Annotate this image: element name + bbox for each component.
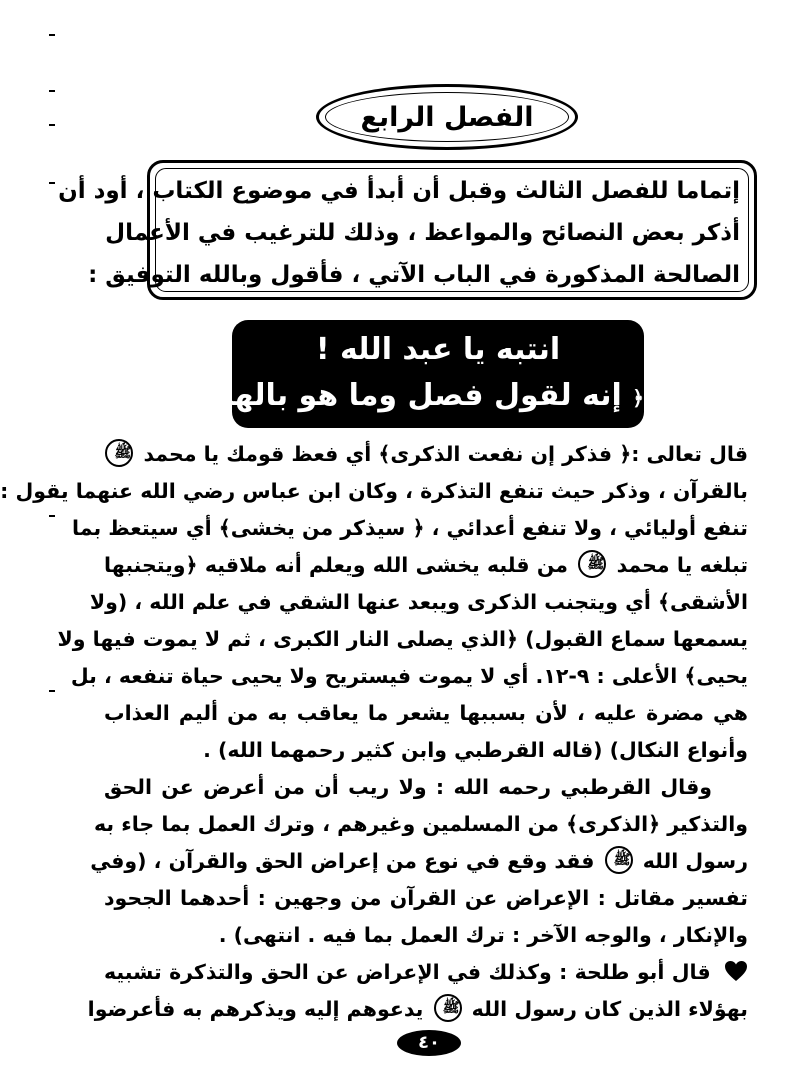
body-line: بالقرآن ، وذكر حيث تنفع التذكرة ، وكان ابن عباس رضي الله عنهما يقول : xyxy=(0,479,748,503)
body-line-text: قال تعالى :﴿ فذكر إن نفعت الذكرى﴾ أي فعظ قومك يا محمد xyxy=(143,442,748,466)
ornament-left-icon: ﴾ xyxy=(167,386,180,410)
pbuh-seal-icon xyxy=(434,994,462,1022)
body-line: وقال القرطبي رحمه الله : ولا ريب أن من أعرض عن الحق xyxy=(104,775,712,799)
intro-line: أذكر بعض النصائح والمواعظ ، وذلك للترغيب في الأعمال xyxy=(105,220,740,246)
intro-box xyxy=(58,160,757,300)
body-line xyxy=(104,954,748,990)
body-line-text: قال أبو طلحة : وكذلك في الإعراض عن الحق والتذكرة تشبيه xyxy=(104,960,711,984)
edge-mark xyxy=(49,34,55,36)
body-line: يسمعها سماع القبول) ﴿الذي يصلى النار الكبرى ، ثم لا يموت فيها ولا xyxy=(57,627,748,651)
edge-mark xyxy=(49,182,55,184)
edge-mark xyxy=(49,124,55,126)
body-line: وأنواع النكال) (قاله القرطبي وابن كثير رحمهما الله) . xyxy=(203,738,748,762)
body-line: والتذكير ﴿الذكرى﴾ من المسلمين وغيرهم ، وترك العمل بما جاء به xyxy=(93,812,748,836)
edge-mark xyxy=(49,90,55,92)
body-line-text: تبلغه يا محمد xyxy=(616,553,749,577)
pbuh-seal-icon xyxy=(105,439,133,467)
intro-line: إتماما للفصل الثالث وقبل أن أبدأ في موضوع الكتاب ، أود أن xyxy=(58,178,740,204)
body-line-text: بهؤلاء الذين كان رسول الله xyxy=(471,997,748,1021)
body-line-text: فقد وقع في نوع من إعراض الحق والقرآن ، (وفي xyxy=(90,849,595,873)
body-line: يحيى﴾ الأعلى : ٩-١٢. أي لا يموت فيستريح ولا يحيى حياة تنفعه ، بل xyxy=(70,664,748,688)
heart-icon xyxy=(724,960,748,982)
body-line: تفسير مقاتل : الإعراض عن القرآن من وجهين : أحدهما الجحود xyxy=(104,886,748,910)
edge-mark xyxy=(49,690,55,692)
banner-subheading-text: إنه لقول فصل وما هو بالهزل xyxy=(189,378,622,413)
body-line: هي مضرة عليه ، لأن بسببها يشعر ما يعاقب به من أليم العذاب xyxy=(104,701,748,725)
body-line-text: رسول الله xyxy=(642,849,748,873)
pbuh-seal-icon xyxy=(578,550,606,578)
edge-mark xyxy=(49,515,55,517)
banner-subheading xyxy=(167,378,644,413)
body-line xyxy=(104,436,748,472)
body-line xyxy=(87,991,748,1027)
chapter-title: الفصل الرابع xyxy=(360,101,534,133)
chapter-title-frame xyxy=(316,84,578,150)
page-number: ٤٠ xyxy=(397,1030,461,1056)
body-line-text: من قلبه يخشى الله ويعلم أنه ملاقيه ﴿ويتجنبها xyxy=(104,553,568,577)
body-line: الأشقى﴾ أي ويتجنب الذكرى ويبعد عنها الشقي في علم الله ، (ولا xyxy=(89,590,748,614)
body-line: والإنكار ، والوجه الآخر : ترك العمل بما فيه . انتهى) . xyxy=(218,923,748,947)
body-line xyxy=(104,547,748,583)
title-banner xyxy=(167,320,644,428)
body-line: تنفع أوليائي ، ولا تنفع أعدائي ، ﴿ سيذكر من يخشى﴾ أي سيتعظ بما xyxy=(72,516,748,540)
body-line xyxy=(90,843,748,879)
intro-line: الصالحة المذكورة في الباب الآتي ، فأقول وبالله التوفيق : xyxy=(88,262,740,288)
body-line-text: يدعوهم إليه ويذكرهم به فأعرضوا xyxy=(87,997,424,1021)
ornament-right-icon: ﴿ xyxy=(632,386,644,410)
banner-heading: انتبه يا عبد الله ! xyxy=(315,332,561,367)
pbuh-seal-icon xyxy=(605,846,633,874)
